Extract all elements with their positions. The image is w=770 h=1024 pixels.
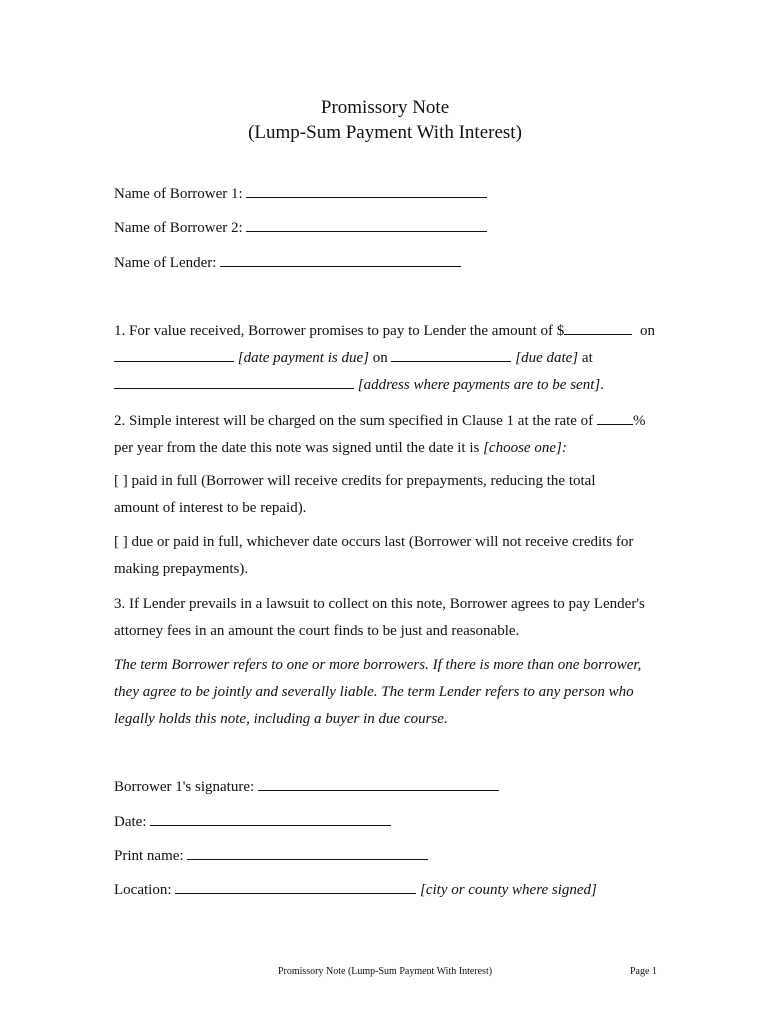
clause2-line2: [114, 438, 567, 458]
option2-line1[interactable]: [114, 532, 633, 552]
borrower1-row: [114, 184, 487, 204]
due-date-field[interactable]: [391, 348, 511, 362]
signature-field[interactable]: [258, 777, 499, 791]
option1-line1[interactable]: [114, 471, 596, 491]
clause1-text: 1. For value received, Borrower promises to pay to Lender the amount of $: [114, 323, 565, 339]
borrower2-name-field[interactable]: [246, 218, 487, 232]
amount-field[interactable]: [564, 321, 632, 335]
clause1-line2: [114, 348, 593, 368]
terms-line1: The term Borrower refers to one or more borrowers. If there is more than one borrower,: [114, 657, 642, 673]
option1-checkbox-text[interactable]: [ ] paid in full (Borrower will receive credits for prepayments, reducing the total: [114, 473, 596, 489]
payment-address-field[interactable]: [114, 375, 354, 389]
clause2-line1: [114, 411, 645, 431]
borrower2-label: Name of Borrower 2:: [114, 220, 243, 236]
option1-text-b: amount of interest to be repaid).: [114, 500, 307, 516]
clause2-text-b: per year from the date this note was signed until the date it is: [114, 440, 484, 456]
page-number: Page 1: [630, 966, 657, 977]
due-date-hint: [due date]: [515, 350, 579, 366]
lender-label: Name of Lender:: [114, 255, 217, 271]
clause1-period: .: [600, 377, 604, 393]
payment-date-field[interactable]: [114, 348, 234, 362]
borrower1-name-field[interactable]: [246, 184, 487, 198]
option2-checkbox-text[interactable]: [ ] due or paid in full, whichever date occurs last (Borrower will not receive credits for: [114, 534, 634, 550]
choose-one-hint: [choose one]: [483, 440, 562, 456]
clause1-at: at: [581, 350, 593, 366]
option1-line2: [114, 498, 306, 518]
location-hint: [city or county where signed]: [419, 882, 597, 898]
terms-line2: they agree to be jointly and severally liable. The term Lender refers to any person who: [114, 684, 634, 700]
print-name-row: [114, 846, 428, 866]
signature-label: Borrower 1's signature:: [114, 779, 255, 795]
option2-line2: [114, 559, 248, 579]
interest-rate-field[interactable]: [597, 411, 633, 425]
clause1-on: on: [640, 323, 656, 339]
location-field[interactable]: [175, 880, 416, 894]
percent-sign: %: [632, 413, 646, 429]
location-row: [114, 880, 597, 900]
clause2-text: 2. Simple interest will be charged on the sum specified in Clause 1 at the rate of: [114, 413, 597, 429]
date-row: [114, 812, 391, 832]
clause1-on2: on: [372, 350, 388, 366]
option2-text-b: making prepayments).: [114, 561, 249, 577]
date-field[interactable]: [150, 812, 391, 826]
clause3-line1: 3. If Lender prevails in a lawsuit to collect on this note, Borrower agrees to pay Lender's: [114, 596, 645, 612]
terms-line3: legally holds this note, including a buyer in due course.: [114, 711, 448, 727]
lender-name-field[interactable]: [220, 253, 461, 267]
address-hint: [address where payments are to be sent]: [357, 377, 601, 393]
document-title: Promissory Note: [320, 97, 450, 118]
borrower1-label: Name of Borrower 1:: [114, 186, 243, 202]
borrower2-row: [114, 218, 487, 238]
choose-colon: :: [561, 440, 567, 456]
location-label: Location:: [114, 882, 172, 898]
clause3-line2: attorney fees in an amount the court finds to be just and reasonable.: [114, 623, 520, 639]
signature-row: [114, 777, 499, 797]
date-payment-hint: [date payment is due]: [237, 350, 369, 366]
date-label: Date:: [114, 814, 147, 830]
print-name-label: Print name:: [114, 848, 184, 864]
document-subtitle: (Lump-Sum Payment With Interest): [248, 122, 522, 143]
print-name-field[interactable]: [187, 846, 428, 860]
footer-title: Promissory Note (Lump-Sum Payment With Interest): [277, 966, 493, 977]
clause1-line1: [114, 321, 655, 341]
clause1-line3: [114, 375, 604, 395]
lender-row: [114, 253, 461, 273]
